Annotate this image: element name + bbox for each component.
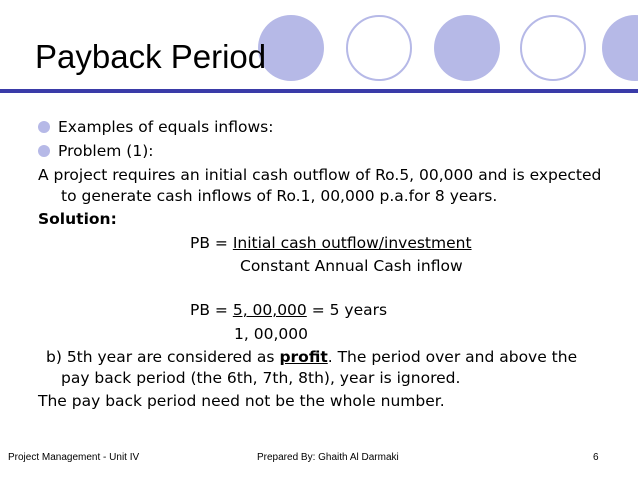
decor-circle-3 <box>434 15 500 81</box>
problem-line-1: A project requires an initial cash outflow of Ro.5, 00,000 and is expected <box>38 166 602 184</box>
title-divider <box>0 89 638 93</box>
formula-lhs: PB = <box>190 234 233 252</box>
note-b-emph: profit <box>279 348 328 366</box>
bullet-icon <box>38 121 50 133</box>
closing-line: The pay back period need not be the whole number. <box>38 392 445 410</box>
note-b-prefix: b) 5th year are considered as <box>46 348 280 366</box>
bullet-icon <box>38 145 50 157</box>
bullet-item <box>38 141 153 162</box>
footer-left: Project Management - Unit IV <box>8 452 140 463</box>
bullet-item <box>38 117 273 138</box>
slide-title: Payback Period <box>35 38 267 75</box>
decor-circle-1 <box>258 15 324 81</box>
formula-denominator: Constant Annual Cash inflow <box>240 257 463 275</box>
decor-circle-4 <box>520 15 586 81</box>
note-b-line-2: pay back period (the 6th, 7th, 8th), year is ignored. <box>61 369 461 387</box>
calc-denominator: 1, 00,000 <box>234 325 308 343</box>
note-b-line-1 <box>46 347 577 368</box>
bullet-text: Problem (1): <box>58 142 154 160</box>
solution-label: Solution: <box>38 210 117 228</box>
bullet-text: Examples of equals inflows: <box>58 118 274 136</box>
problem-line-2: to generate cash inflows of Ro.1, 00,000 p.a.for 8 years. <box>61 187 498 205</box>
note-b-suffix: . The period over and above the <box>327 348 578 366</box>
calc-row <box>190 300 387 321</box>
decor-circle-5 <box>602 15 638 81</box>
formula-numerator: Initial cash outflow/investment <box>232 234 472 252</box>
decor-circle-2 <box>346 15 412 81</box>
calc-numerator: 5, 00,000 <box>232 301 307 319</box>
formula-row <box>190 233 472 254</box>
calc-result: = 5 years <box>306 301 388 319</box>
page-number: 6 <box>593 452 599 463</box>
calc-lhs: PB = <box>190 301 233 319</box>
footer-center: Prepared By: Ghaith Al Darmaki <box>257 452 399 463</box>
